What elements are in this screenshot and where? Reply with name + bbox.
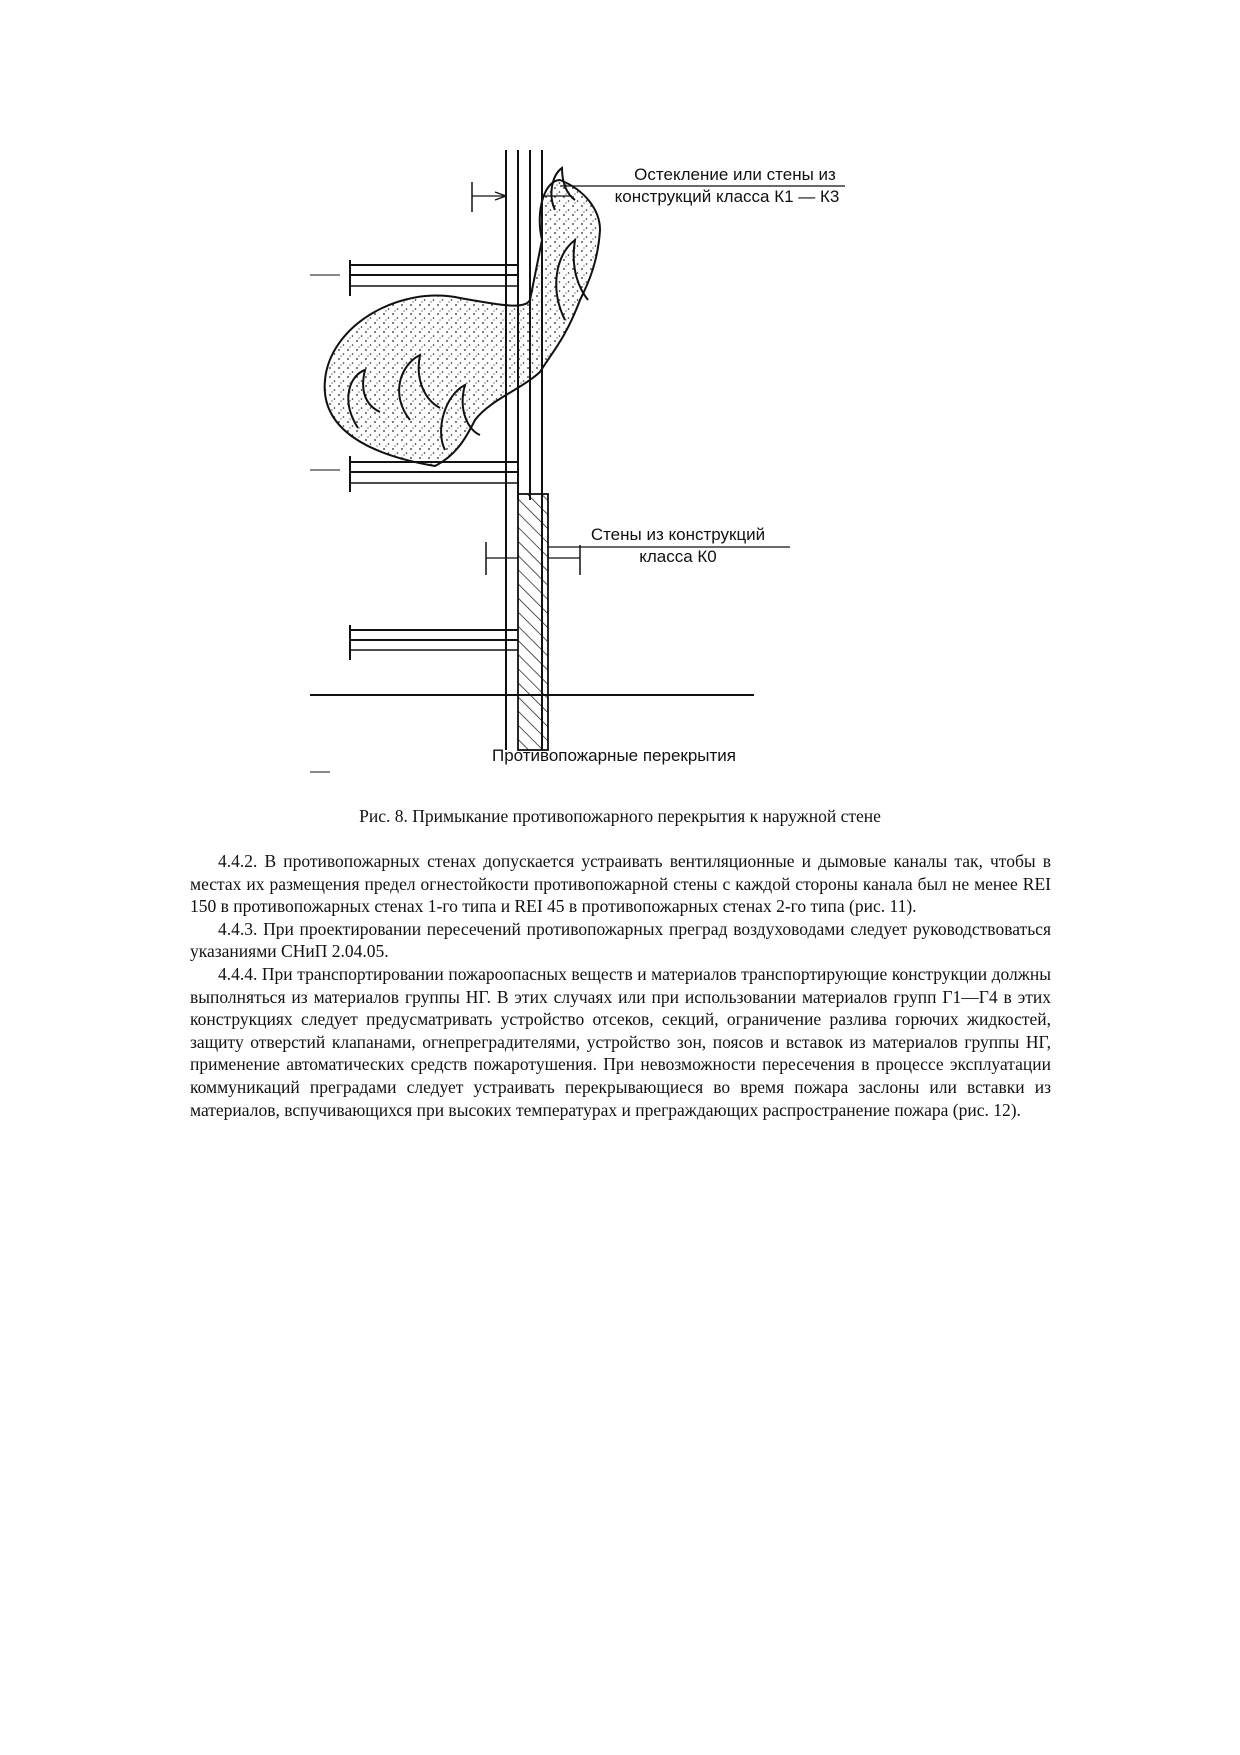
label-k0-line2: класса К0	[639, 547, 717, 566]
slab-upper	[350, 260, 518, 296]
label-glazing-line1: Остекление или стены из	[634, 165, 836, 184]
label-slabs: Противопожарные перекрытия	[491, 746, 737, 765]
label-glazing-line2: конструкций класса К1 — К3	[614, 187, 840, 206]
paragraph-4-4-4: 4.4.4. При транспортировании пожароопасных веществ и материалов транспортирующие конструкции должны выполняться из материалов группы НГ. В этих случаях или при использовании материалов групп Г1—Г4 в этих конструкциях следует предусматривать устройство отсеков, секций, ограничение разлива горючих жидкостей, защиту отверстий клапанами, огнепреградителями, устройство зон, поясов и вставок из материалов группы НГ, применение автоматических средств пожаротушения. При невозможности пересечения в процессе эксплуатации коммуникаций преградами следует устраивать перекрывающиеся во время пожара заслоны или вставки из материалов, вспучивающихся при высоких температурах и преграждающих распространение пожара (рис. 12).	[190, 963, 1051, 1120]
paragraph-4-4-2: 4.4.2. В противопожарных стенах допускается устраивать вентиляционные и дымовые каналы так, чтобы в местах их размещения предел огнестойкости противопожарной стены с каждой стороны канала был не менее REI 150 в противопожарных стенах 1-го типа и REI 45 в противопожарных стенах 2-го типа (рис. 11).	[190, 851, 1051, 917]
figure-8-diagram	[310, 150, 960, 790]
figure-caption: Рис. 8. Примыкание противопожарного перекрытия к наружной стене	[359, 806, 881, 826]
fire-plume	[325, 180, 600, 466]
body-text	[190, 850, 1051, 1121]
slab-lower	[350, 625, 518, 660]
paragraph-4-4-3: 4.4.3. При проектировании пересечений противопожарных преград воздуховодами следует руководствоваться указаниями СНиП 2.04.05.	[190, 918, 1051, 962]
wall-slab-junction-drawing	[310, 150, 960, 790]
k0-wall-hatched	[518, 494, 548, 750]
label-k0-line1: Стены из конструкций	[590, 525, 766, 544]
